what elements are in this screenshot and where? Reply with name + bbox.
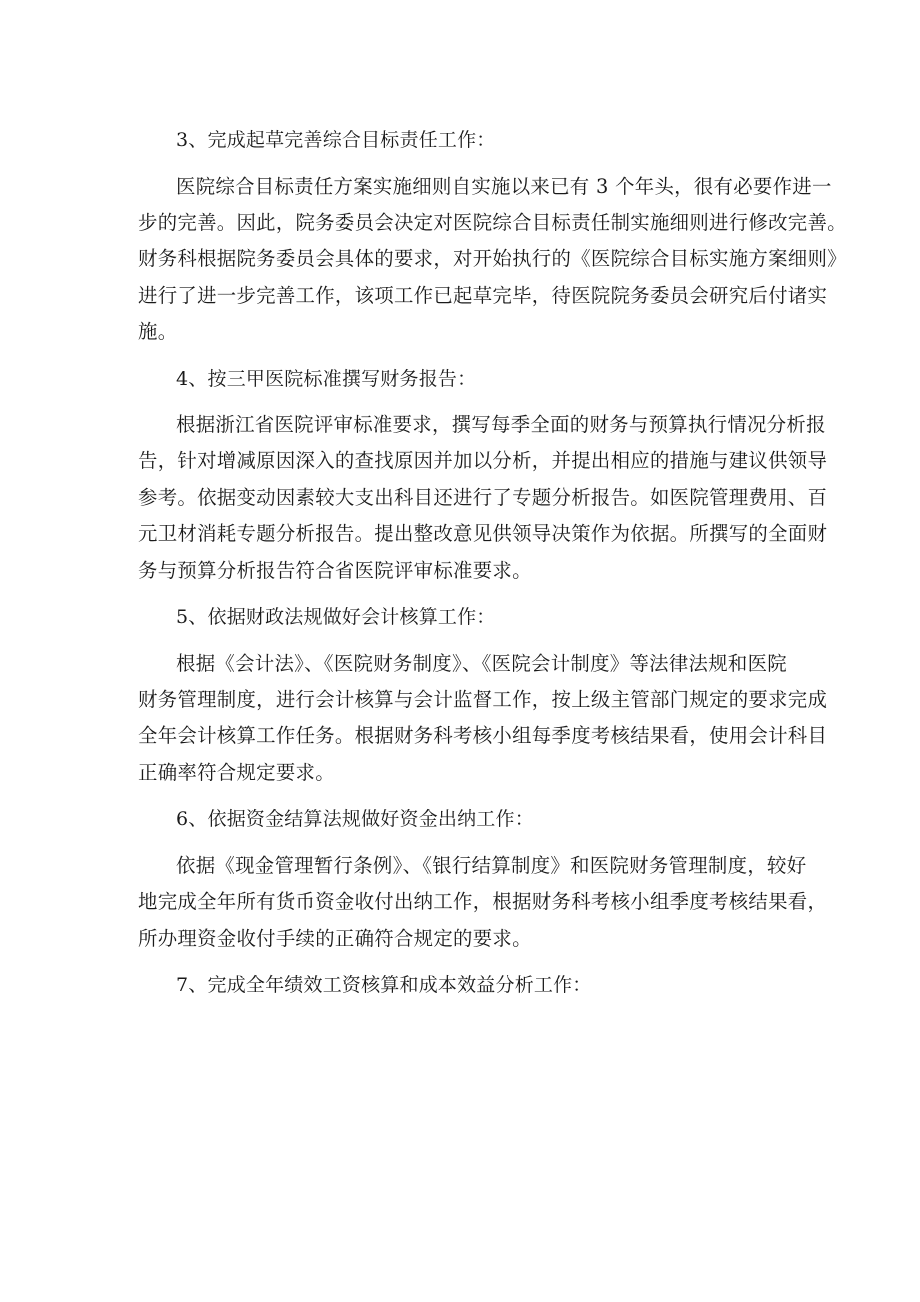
section-paragraph-5 [138,646,828,792]
paragraph-line: 所办理资金收付手续的正确符合规定的要求。 [138,926,532,950]
paragraph-line: 根据浙江省医院评审标准要求，撰写每季全面的财务与预算执行情况分析报 [176,413,826,437]
paragraph-line: 依据《现金管理暂行条例》、《银行结算制度》和医院财务管理制度，较好 [176,853,807,877]
paragraph-line: 医院综合目标责任方案实施细则自实施以来已有 3 个年头，很有必要作进一 [176,174,832,198]
paragraph-line: 地完成全年所有货币资金收付出纳工作，根据财务科考核小组季度考核结果看， [138,890,828,914]
paragraph-line: 根据《会计法》、《医院财务制度》、《医院会计制度》等法律法规和医院 [176,651,787,675]
paragraph-line: 务与预算分析报告符合省医院评审标准要求。 [138,558,532,582]
section-heading-5: 5、依据财政法规做好会计核算工作： [176,606,496,629]
section-paragraph-6 [138,848,828,957]
section-paragraph-4 [138,407,828,589]
paragraph-line: 进行了进一步完善工作，该项工作已起草完毕，待医院院务委员会研究后付诸实 [138,283,828,307]
paragraph-line: 元卫材消耗专题分析报告。提出整改意见供领导决策作为依据。所撰写的全面财 [138,522,828,546]
paragraph-line: 参考。依据变动因素较大支出科目还进行了专题分析报告。如医院管理费用、百 [138,485,828,509]
paragraph-line: 施。 [138,320,178,344]
paragraph-line: 财务科根据院务委员会具体的要求，对开始执行的《医院综合目标实施方案细则》 [138,247,847,271]
section-heading-7: 7、完成全年绩效工资核算和成本效益分析工作： [176,973,592,996]
section-heading-6: 6、依据资金结算法规做好资金出纳工作： [176,808,534,831]
paragraph-line: 全年会计核算工作任务。根据财务科考核小组每季度考核结果看，使用会计科目 [138,724,828,748]
section-heading-4: 4、按三甲医院标准撰写财务报告： [176,367,477,390]
section-heading-3: 3、完成起草完善综合目标责任工作： [176,129,496,151]
paragraph-line: 告，针对增减原因深入的查找原因并加以分析，并提出相应的措施与建议供领导 [138,449,828,473]
section-paragraph-3 [138,169,847,351]
document-page [138,122,847,1013]
paragraph-line: 财务管理制度，进行会计核算与会计监督工作，按上级主管部门规定的要求完成 [138,687,828,711]
paragraph-line: 正确率符合规定要求。 [138,760,335,784]
paragraph-line: 步的完善。因此，院务委员会决定对医院综合目标责任制实施细则进行修改完善。 [138,210,847,234]
